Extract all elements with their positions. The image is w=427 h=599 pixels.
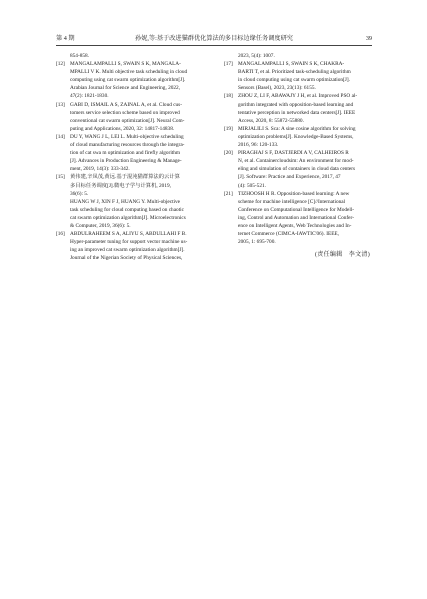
- reference-text-line: 2016, 96: 120-133.: [238, 142, 279, 149]
- reference-text-line: 854-858.: [70, 53, 89, 59]
- reference-text-line: Hyper-parameter tuning for support vector machine us-: [70, 239, 188, 246]
- references-right-column: [224, 52, 372, 259]
- reference-text-line: & Computer, 2019, 36(6): 5.: [70, 222, 131, 229]
- reference-text-line: ing, Control and Automation and International Confer-: [238, 214, 354, 221]
- reference-text-line: in cloud computing using cat swarm optimization[J].: [238, 77, 350, 84]
- reference-text-line: tentative perception in networked data centers[J]. IEEE: [238, 109, 356, 116]
- reference-text-line: [J]. Advances in Production Engineering & Manage-: [70, 158, 182, 165]
- reference-text-line: Sensors (Basel), 2023, 23(13): 6155.: [238, 85, 316, 92]
- reference-text-line: [J]. Software: Practice and Experience, 2017, 47: [238, 174, 341, 181]
- reference-text-line: 2023, 5(4): 1007.: [238, 53, 275, 59]
- reference-text-line: ing an improved cat swarm optimization algorithm[J].: [70, 247, 185, 254]
- reference-entry: [56, 133, 204, 173]
- header-rule: [56, 45, 372, 46]
- reference-text-line: DU Y, WANG J L, LEI L. Multi-objective scheduling: [70, 133, 184, 140]
- reference-entry: [56, 198, 204, 230]
- reference-text-line: MANGALAMPALLI S, SWAIN S K, CHAKRA-: [238, 61, 345, 68]
- reference-text-line: (4): 505-521.: [238, 182, 266, 189]
- reference-entry: [56, 230, 204, 262]
- reference-text-line: puting and Applications, 2020, 32: 14817-14838.: [70, 125, 175, 132]
- reference-number: [19]: [224, 125, 233, 132]
- reference-text-line: MPALLI V K. Multi objective task scheduling in cloud: [70, 69, 188, 76]
- reference-text-line: MANGALAMPALLI S, SWAIN S K, MANGALA-: [70, 61, 181, 68]
- reference-entry: [56, 101, 204, 133]
- editor-note: (责任编辑 李文清): [315, 252, 370, 259]
- reference-number: [15]: [56, 174, 65, 181]
- reference-text-line: 多目标任务调度[J].微电子学与计算机, 2019,: [70, 182, 171, 189]
- running-title: 孙妮,等:基于改进猫群优化算法的多目标边缘任务调度研究: [135, 35, 293, 42]
- reference-text-line: 47(2): 1821-1830.: [70, 93, 109, 100]
- reference-text-line: of cloud manufacturing resources through the integra-: [70, 142, 185, 149]
- reference-text-line: GABI D, ISMAIL A S, ZAINAL A, et al. Cloud cus-: [70, 101, 183, 108]
- reference-text-line: ZHOU Z, LI F, ABAWAJY J H, et al. Improved PSO al-: [238, 93, 358, 100]
- reference-text-line: tomers service selection scheme based on improved: [70, 109, 180, 116]
- reference-entry: [224, 52, 372, 60]
- reference-text-line: Arabian Journal for Science and Engineering, 2022,: [70, 85, 181, 92]
- reference-number: [16]: [56, 231, 65, 238]
- reference-text-line: Conference on Computational Intelligence for Modell-: [238, 206, 355, 213]
- reference-text-line: N, et al. Containercloudsim: An environment for mod-: [238, 158, 354, 165]
- reference-text-line: scheme for machine intelligence [C]//International: [238, 198, 346, 205]
- reference-number: [13]: [56, 101, 65, 108]
- reference-number: [14]: [56, 133, 65, 140]
- reference-text-line: eling and simulation of containers in cloud data centers: [238, 166, 356, 173]
- reference-text-line: task scheduling for cloud computing based on chaotic: [70, 206, 185, 213]
- reference-text-line: ABDULRAHEEM S A, ALIYU S, ABDULLAHI F B.: [70, 231, 187, 238]
- reference-entry: [224, 125, 372, 149]
- reference-number: [18]: [224, 93, 233, 100]
- reference-entry: [224, 92, 372, 124]
- reference-entry: [224, 60, 372, 92]
- reference-text-line: TIZHOOSH H R. Opposition-based learning: A new: [238, 190, 350, 197]
- reference-entry: [56, 173, 204, 197]
- reference-number: [17]: [224, 61, 233, 68]
- reference-text-line: Journal of the Nigerian Society of Physical Sciences,: [70, 255, 183, 262]
- reference-entry: [224, 190, 372, 247]
- reference-number: [21]: [224, 190, 233, 197]
- reference-text-line: conventional cat swarm optimization[J]. Neural Com-: [70, 117, 185, 124]
- reference-text-line: PIRAGHAJ S F, DASTJERDI A V, CALHEIROS R: [238, 150, 349, 157]
- reference-number: [20]: [224, 150, 233, 157]
- issue-label: 第 4 期: [56, 35, 75, 42]
- reference-number: [12]: [56, 61, 65, 68]
- reference-text-line: HUANG W J, XIN F J, HUANG Y. Multi-objective: [70, 198, 181, 205]
- reference-text-line: cat swarm optimization algorithm[J]. Microelectronics: [70, 214, 186, 221]
- reference-entry: [56, 52, 204, 60]
- reference-text-line: optimization problems[J]. Knowledge-Based Systems,: [238, 133, 354, 140]
- references-left-column: [56, 52, 204, 262]
- reference-text-line: gorithm integrated with opposition-based learning and: [238, 101, 354, 108]
- reference-text-line: 36(6): 5.: [70, 190, 89, 197]
- reference-text-line: 黄伟建,辛凤茂,黄远.基于混沌猫群算法的云计算: [70, 174, 180, 181]
- reference-text-line: ence on Intelligent Agents, Web Technologies and In-: [238, 222, 352, 229]
- reference-text-line: computing using cat swarm optimization algorithm[J].: [70, 77, 186, 84]
- reference-text-line: tion of cat swa m optimization and firefly algorithm: [70, 150, 181, 157]
- reference-text-line: ment, 2019, 14(3): 333-342.: [70, 166, 130, 173]
- reference-entry: [56, 60, 204, 100]
- page-number: 39: [365, 35, 372, 42]
- reference-text-line: BARTI T, et al. Prioritized task-scheduling algorithm: [238, 69, 351, 76]
- reference-text-line: MIRJALILI S. Sca: A sine cosine algorithm for solving: [238, 125, 356, 132]
- reference-text-line: 2005, 1: 695-700.: [238, 239, 276, 246]
- reference-entry: [224, 149, 372, 189]
- reference-text-line: Access, 2020, 8: 55872-55880.: [238, 117, 304, 124]
- reference-text-line: ternet Commerce (CIMCA-IAWTIC'06). IEEE,: [238, 231, 339, 238]
